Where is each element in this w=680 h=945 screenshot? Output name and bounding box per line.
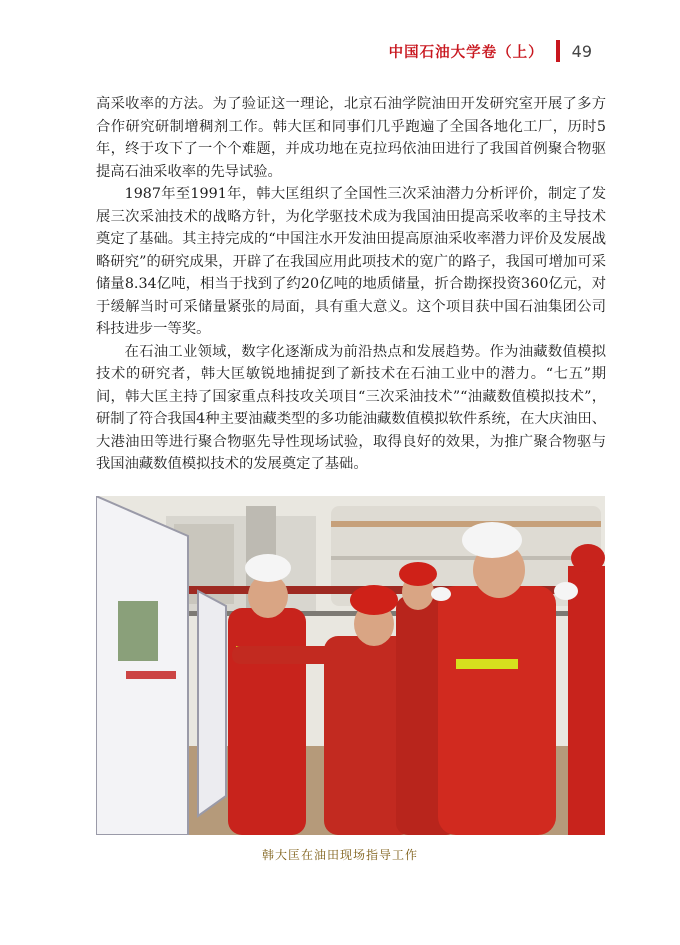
page-number: 49 [571,41,592,61]
field-photo [96,496,605,835]
body-text [96,93,606,476]
running-header [389,38,592,64]
paragraph: 在石油工业领域，数字化逐渐成为前沿热点和发展趋势。作为油藏数值模拟技术的研究者，韩大匡敏锐地捕捉到了新技术在石油工业中的潜力。“七五”期间，韩大匡主持了国家重点科技攻关项目“三次采油技术”“油藏数值模拟技术”，研制了符合我国4种主要油藏类型的多功能油藏数值模拟软件系统，在大庆油田、大港油田等进行聚合物驱先导性现场试验，取得良好的效果，为推广聚合物驱与我国油藏数值模拟技术的发展奠定了基础。 [96,343,606,472]
header-divider [556,40,560,62]
header-title: 中国石油大学卷（上） [388,44,544,61]
paragraph: 高采收率的方法。为了验证这一理论，北京石油学院油田开发研究室开展了多方合作研究研制增稠剂工作。韩大匡和同事们几乎跑遍了全国各地化工厂，历时5年，终于攻下了一个个难题，并成功地在克拉玛依油田进行了我国首例聚合物驱提高石油采收率的先导试验。 [96,96,606,180]
paragraph: 1987年至1991年，韩大匡组织了全国性三次采油潜力分析评价，制定了发展三次采油技术的战略方针，为化学驱技术成为我国油田提高采收率的主导技术奠定了基础。其主持完成的“中国注水开发油田提高原油采收率潜力评价及发展战略研究”的研究成果，开辟了在我国应用此项技术的宽广的路子，我国可增加可采储量8.34亿吨，相当于找到了约20亿吨的地质储量，折合勘探投资360亿元，对于缓解当时可采储量紧张的局面，具有重大意义。这个项目获中国石油集团公司科技进步一等奖。 [96,186,606,337]
figure-caption: 韩大匡在油田现场指导工作 [261,848,418,862]
